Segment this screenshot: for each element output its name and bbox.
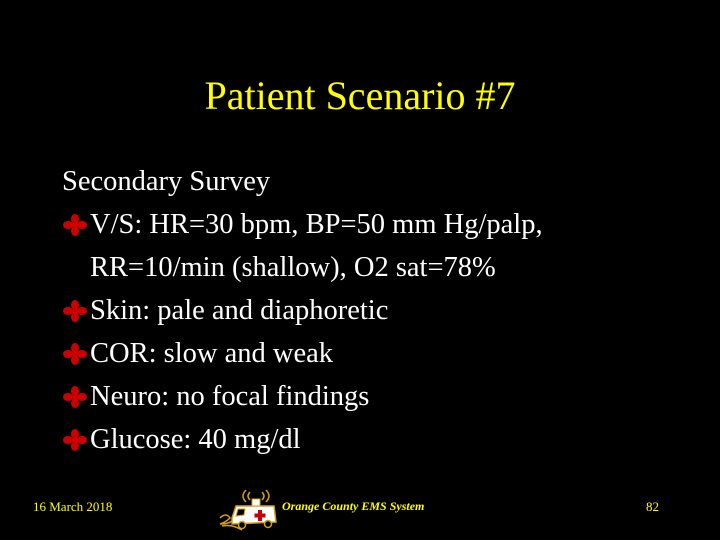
bullet-item-neuro bbox=[62, 375, 712, 418]
diamond-bullet-icon bbox=[62, 418, 88, 461]
footer-page-number: 82 bbox=[646, 499, 659, 514]
bullet-item-glucose bbox=[62, 418, 712, 461]
ambulance-logo-icon bbox=[218, 488, 280, 532]
footer-organization: Orange County EMS System bbox=[282, 499, 425, 513]
footer-date: 16 March 2018 bbox=[33, 499, 113, 514]
diamond-bullet-icon bbox=[62, 203, 88, 246]
slide-footer bbox=[0, 494, 720, 524]
slide-title: Patient Scenario #7 bbox=[204, 73, 516, 118]
bullet-text: COR: slow and weak bbox=[90, 338, 334, 369]
bullet-item-skin bbox=[62, 289, 712, 332]
section-heading: Secondary Survey bbox=[62, 166, 271, 197]
bullet-text: Neuro: no focal findings bbox=[90, 381, 370, 412]
bullet-item-cor bbox=[62, 332, 712, 375]
bullet-item-vital-signs bbox=[62, 203, 712, 246]
slide-body bbox=[62, 160, 712, 461]
diamond-bullet-icon bbox=[62, 375, 88, 418]
bullet-text: Skin: pale and diaphoretic bbox=[90, 295, 389, 326]
diamond-bullet-icon bbox=[62, 289, 88, 332]
diamond-bullet-icon bbox=[62, 332, 88, 375]
bullet-text: Glucose: 40 mg/dl bbox=[90, 424, 301, 455]
bullet-continuation: RR=10/min (shallow), O2 sat=78% bbox=[90, 252, 496, 283]
bullet-text: V/S: HR=30 bpm, BP=50 mm Hg/palp, bbox=[90, 209, 543, 240]
